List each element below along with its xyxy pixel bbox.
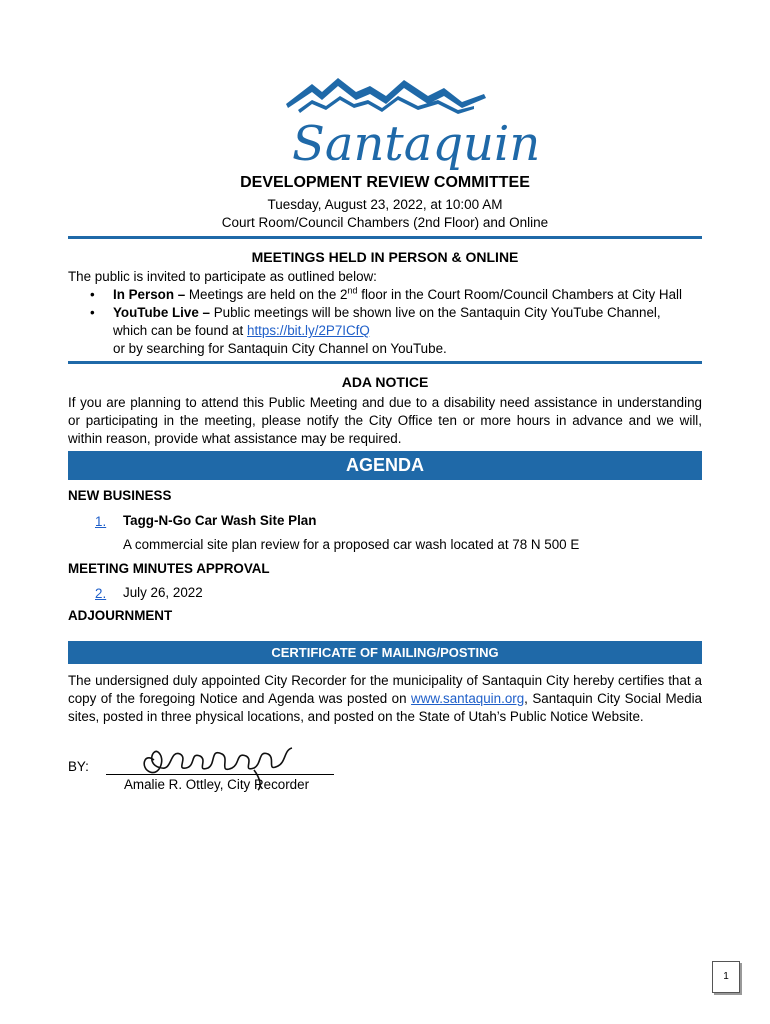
agenda-item-1 <box>95 513 106 531</box>
agenda-item-description: A commercial site plan review for a proposed car wash located at 78 N 500 E <box>123 537 580 552</box>
meetings-intro: The public is invited to participate as outlined below: <box>68 269 377 284</box>
certificate-heading: CERTIFICATE OF MAILING/POSTING <box>68 641 702 664</box>
divider <box>68 236 702 239</box>
meetings-heading: MEETINGS HELD IN PERSON & ONLINE <box>251 249 519 265</box>
bullet-icon: • <box>90 287 95 302</box>
ada-heading: ADA NOTICE <box>341 374 429 390</box>
agenda-item-number[interactable]: 2. <box>95 586 107 601</box>
in-person-text-end: floor in the Court Room/Council Chambers at City Hall <box>357 287 682 302</box>
youtube-link[interactable]: https://bit.ly/2P7ICfQ <box>247 323 370 338</box>
agenda-item-number[interactable]: 1. <box>95 514 107 529</box>
agenda-item-title: Tagg-N-Go Car Wash Site Plan <box>123 513 317 528</box>
youtube-search-text: or by searching for Santaquin City Channel on YouTube. <box>113 341 447 356</box>
meeting-location: Court Room/Council Chambers (2nd Floor) and Online <box>221 215 549 230</box>
certificate-text <box>68 672 702 726</box>
agenda-item-2 <box>95 585 106 603</box>
signature-line <box>106 774 334 775</box>
youtube-link-prefix: which can be found at <box>113 323 247 338</box>
certificate-text-end: , Santaquin City Social Media sites, posted in three physical locations, and posted on the State of Utah’s Public Notice Website. <box>68 691 702 724</box>
youtube-text: Public meetings will be shown live on the Santaquin City YouTube Channel, <box>209 305 661 320</box>
bullet-youtube <box>90 304 702 358</box>
meeting-datetime: Tuesday, August 23, 2022, at 10:00 AM <box>267 197 503 212</box>
bullet-in-person <box>90 286 702 304</box>
new-business-heading: NEW BUSINESS <box>68 488 172 503</box>
logo-wordmark: Santaquin <box>292 116 541 172</box>
minutes-date: July 26, 2022 <box>123 585 203 600</box>
signer-name: Amalie R. Ottley, City Recorder <box>124 777 310 792</box>
ada-text: If you are planning to attend this Public Meeting and due to a disability need assistance in understanding or participating in the meeting, please notify the City Office ten or more hours in advance and we will, within reason, provide what assistance may be required. <box>68 395 702 446</box>
website-link[interactable]: www.santaquin.org <box>411 691 525 706</box>
divider <box>68 361 702 364</box>
page-number: 1 <box>712 961 740 993</box>
certificate-text-start: The undersigned duly appointed City Recorder for the municipality of Santaquin City hereby certifies that a copy of the foregoing Notice and Agenda was posted on <box>68 673 702 706</box>
adjournment-heading: ADJOURNMENT <box>68 608 173 623</box>
in-person-label: In Person – <box>113 287 186 302</box>
by-label: BY: <box>68 759 89 774</box>
youtube-label: YouTube Live – <box>113 305 210 320</box>
minutes-heading: MEETING MINUTES APPROVAL <box>68 561 270 576</box>
document-title: DEVELOPMENT REVIEW COMMITTEE <box>240 174 530 191</box>
in-person-text: Meetings are held on the 2 <box>185 287 348 302</box>
santaquin-logo <box>278 74 541 174</box>
agenda-heading: AGENDA <box>68 451 702 480</box>
ordinal-suffix: nd <box>347 285 358 296</box>
bullet-icon: • <box>90 305 95 320</box>
